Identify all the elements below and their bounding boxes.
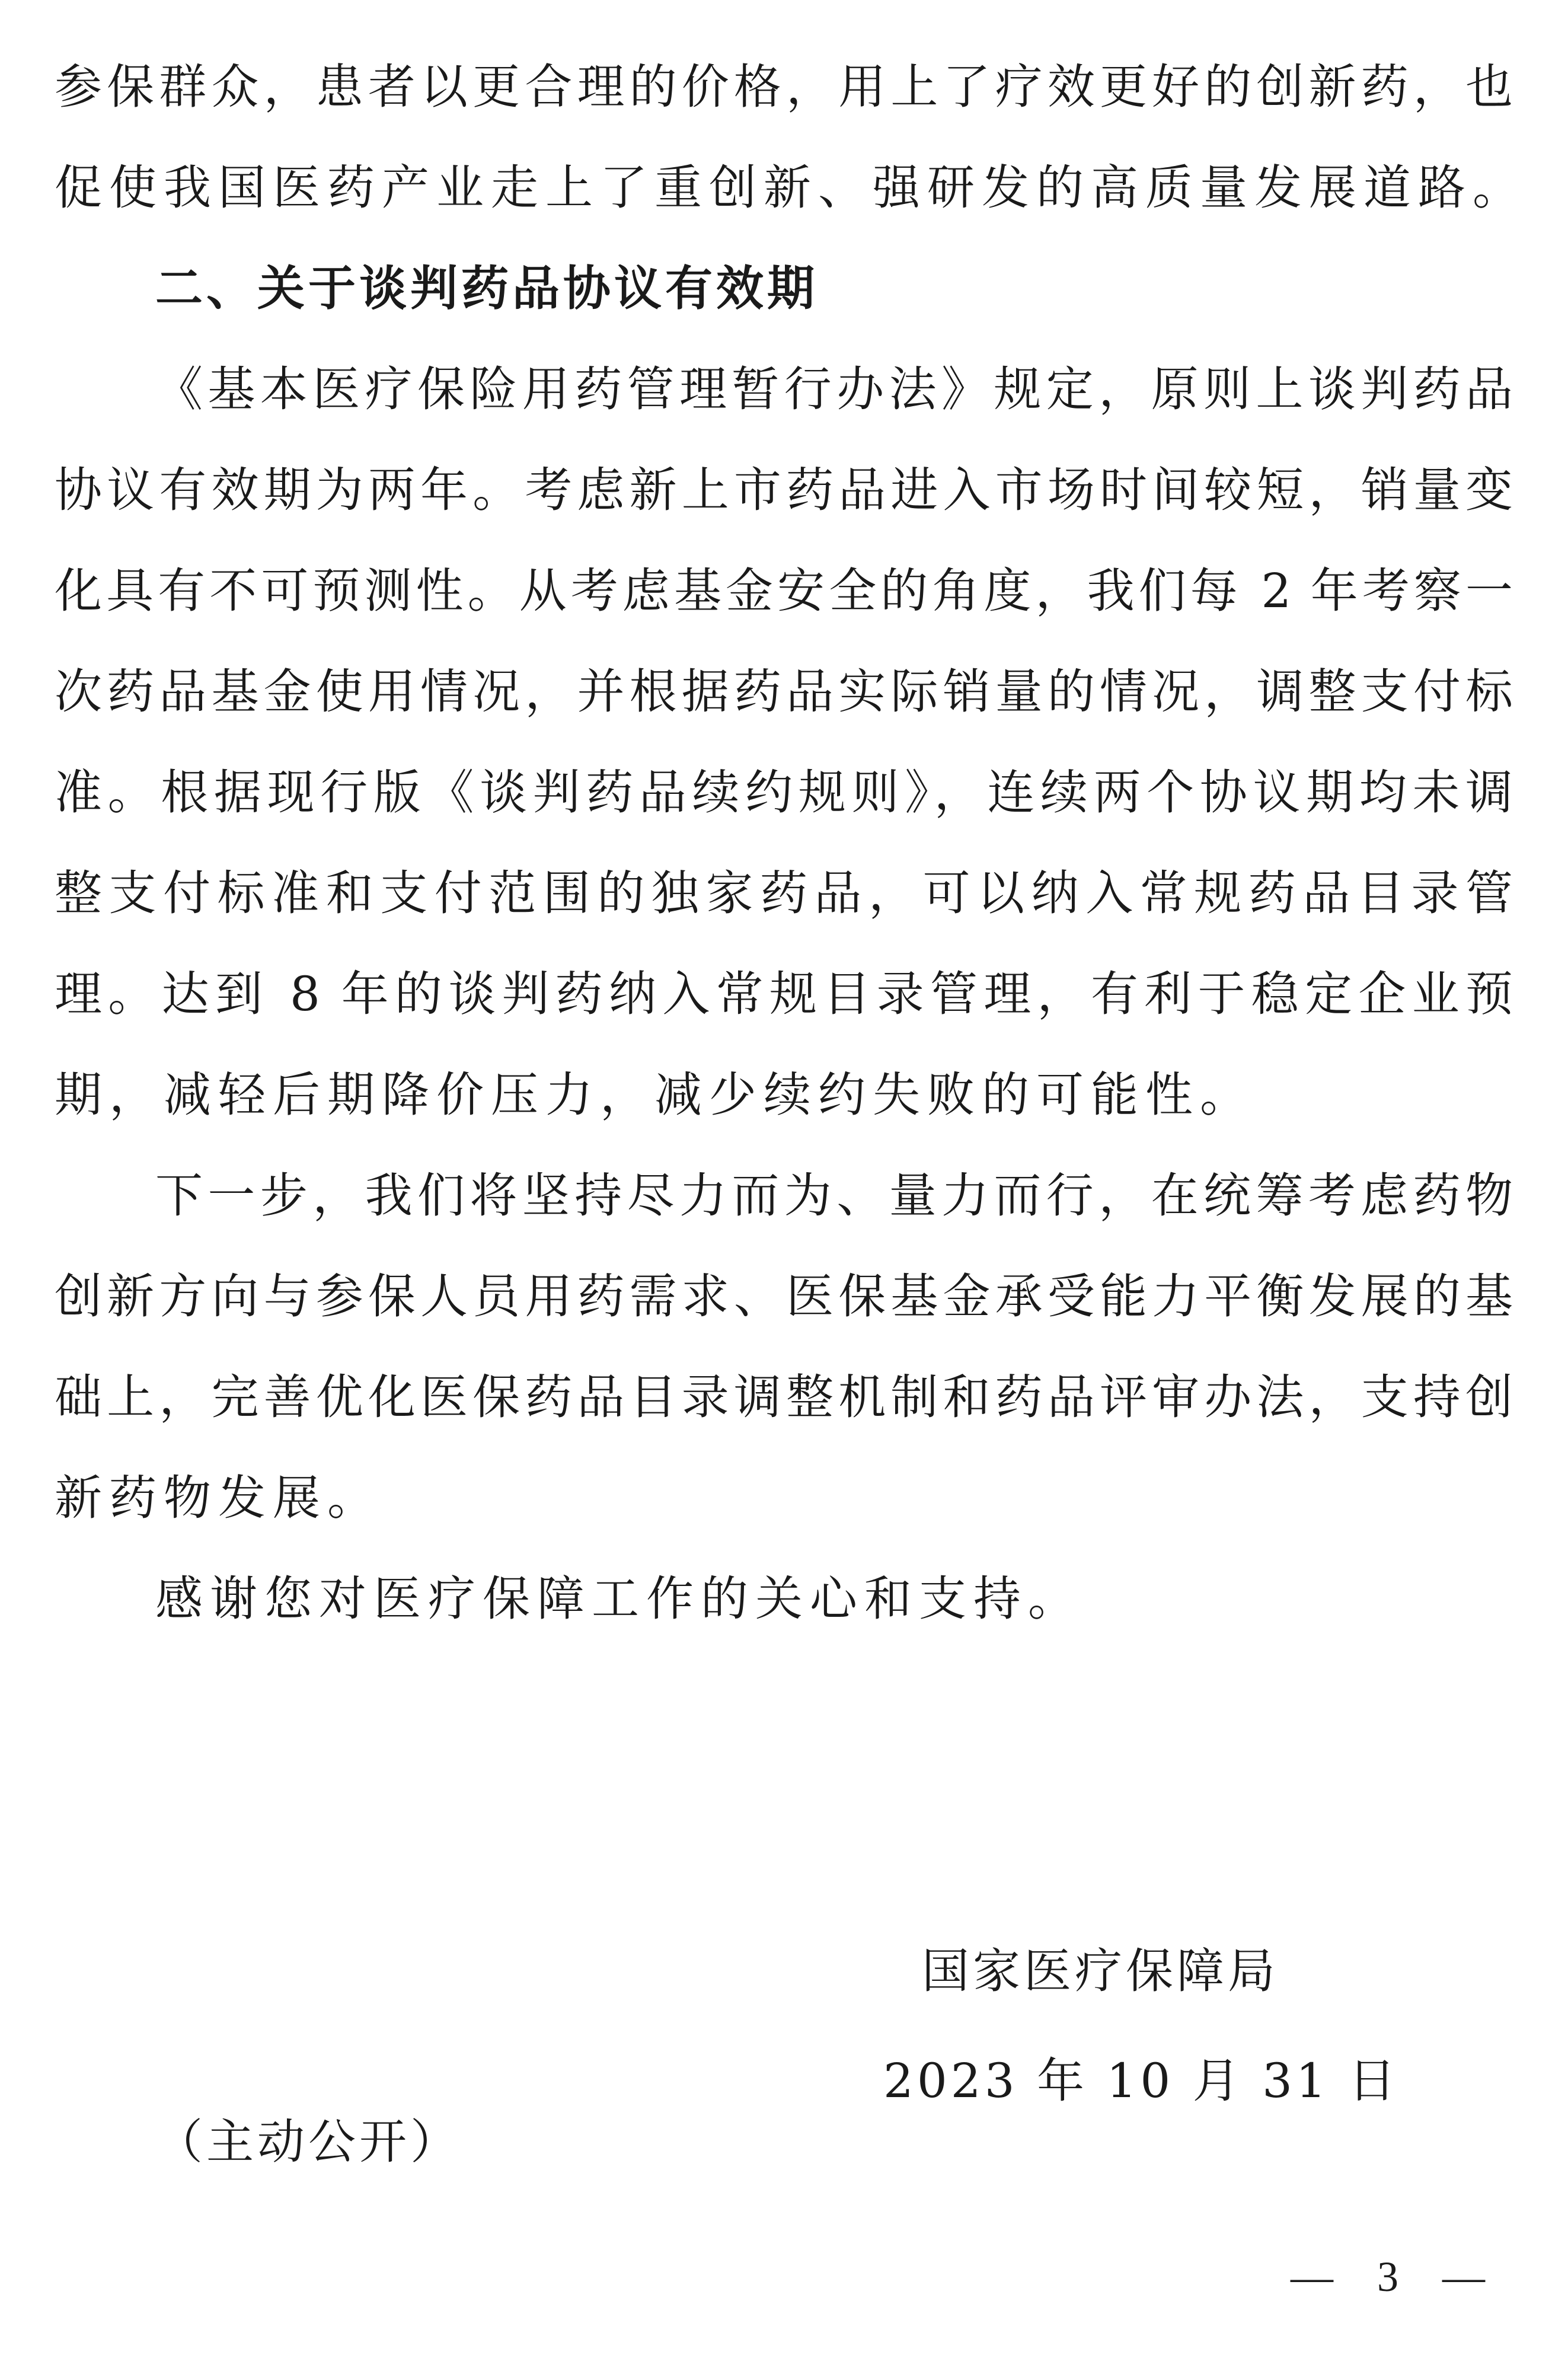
paragraph-line: 协议有效期为两年。考虑新上市药品进入市场时间较短，销量变 xyxy=(55,462,1513,518)
thanks-line: 感谢您对医疗保障工作的关心和支持。 xyxy=(155,1571,1082,1626)
issue-date: 2023 年 10 月 31 日 xyxy=(883,2053,1400,2108)
paragraph-line: 期，减轻后期降价压力，减少续约失败的可能性。 xyxy=(55,1067,1254,1122)
paragraph-line: 整支付标准和支付范围的独家药品，可以纳入常规药品目录管 xyxy=(55,866,1513,921)
section-heading: 二、关于谈判药品协议有效期 xyxy=(155,261,818,316)
page-number: — 3 — xyxy=(1291,2253,1502,2300)
paragraph-line: 础上，完善优化医保药品目录调整机制和药品评审办法，支持创 xyxy=(55,1370,1513,1425)
paragraph-line: 《基本医疗保险用药管理暂行办法》规定，原则上谈判药品 xyxy=(155,362,1513,417)
paragraph-line: 新药物发展。 xyxy=(55,1470,382,1526)
paragraph-line: 理。达到 8 年的谈判药纳入常规目录管理，有利于稳定企业预 xyxy=(55,966,1513,1022)
issuer-name: 国家医疗保障局 xyxy=(922,1944,1279,1999)
paragraph-line: 准。根据现行版《谈判药品续约规则》，连续两个协议期均未调 xyxy=(55,765,1513,820)
paragraph-line: 下一步，我们将坚持尽力而为、量力而行，在统筹考虑药物 xyxy=(155,1168,1513,1223)
paragraph-line: 次药品基金使用情况，并根据药品实际销量的情况，调整支付标 xyxy=(55,664,1513,719)
paragraph-line: 参保群众，患者以更合理的价格，用上了疗效更好的创新药，也 xyxy=(55,59,1513,114)
paragraph-line: 促使我国医药产业走上了重创新、强研发的高质量发展道路。 xyxy=(55,160,1527,215)
paragraph-line: 化具有不可预测性。从考虑基金安全的角度，我们每 2 年考察一 xyxy=(55,563,1513,618)
disclosure-label: （主动公开） xyxy=(155,2114,461,2169)
paragraph-line: 创新方向与参保人员用药需求、医保基金承受能力平衡发展的基 xyxy=(55,1269,1513,1324)
